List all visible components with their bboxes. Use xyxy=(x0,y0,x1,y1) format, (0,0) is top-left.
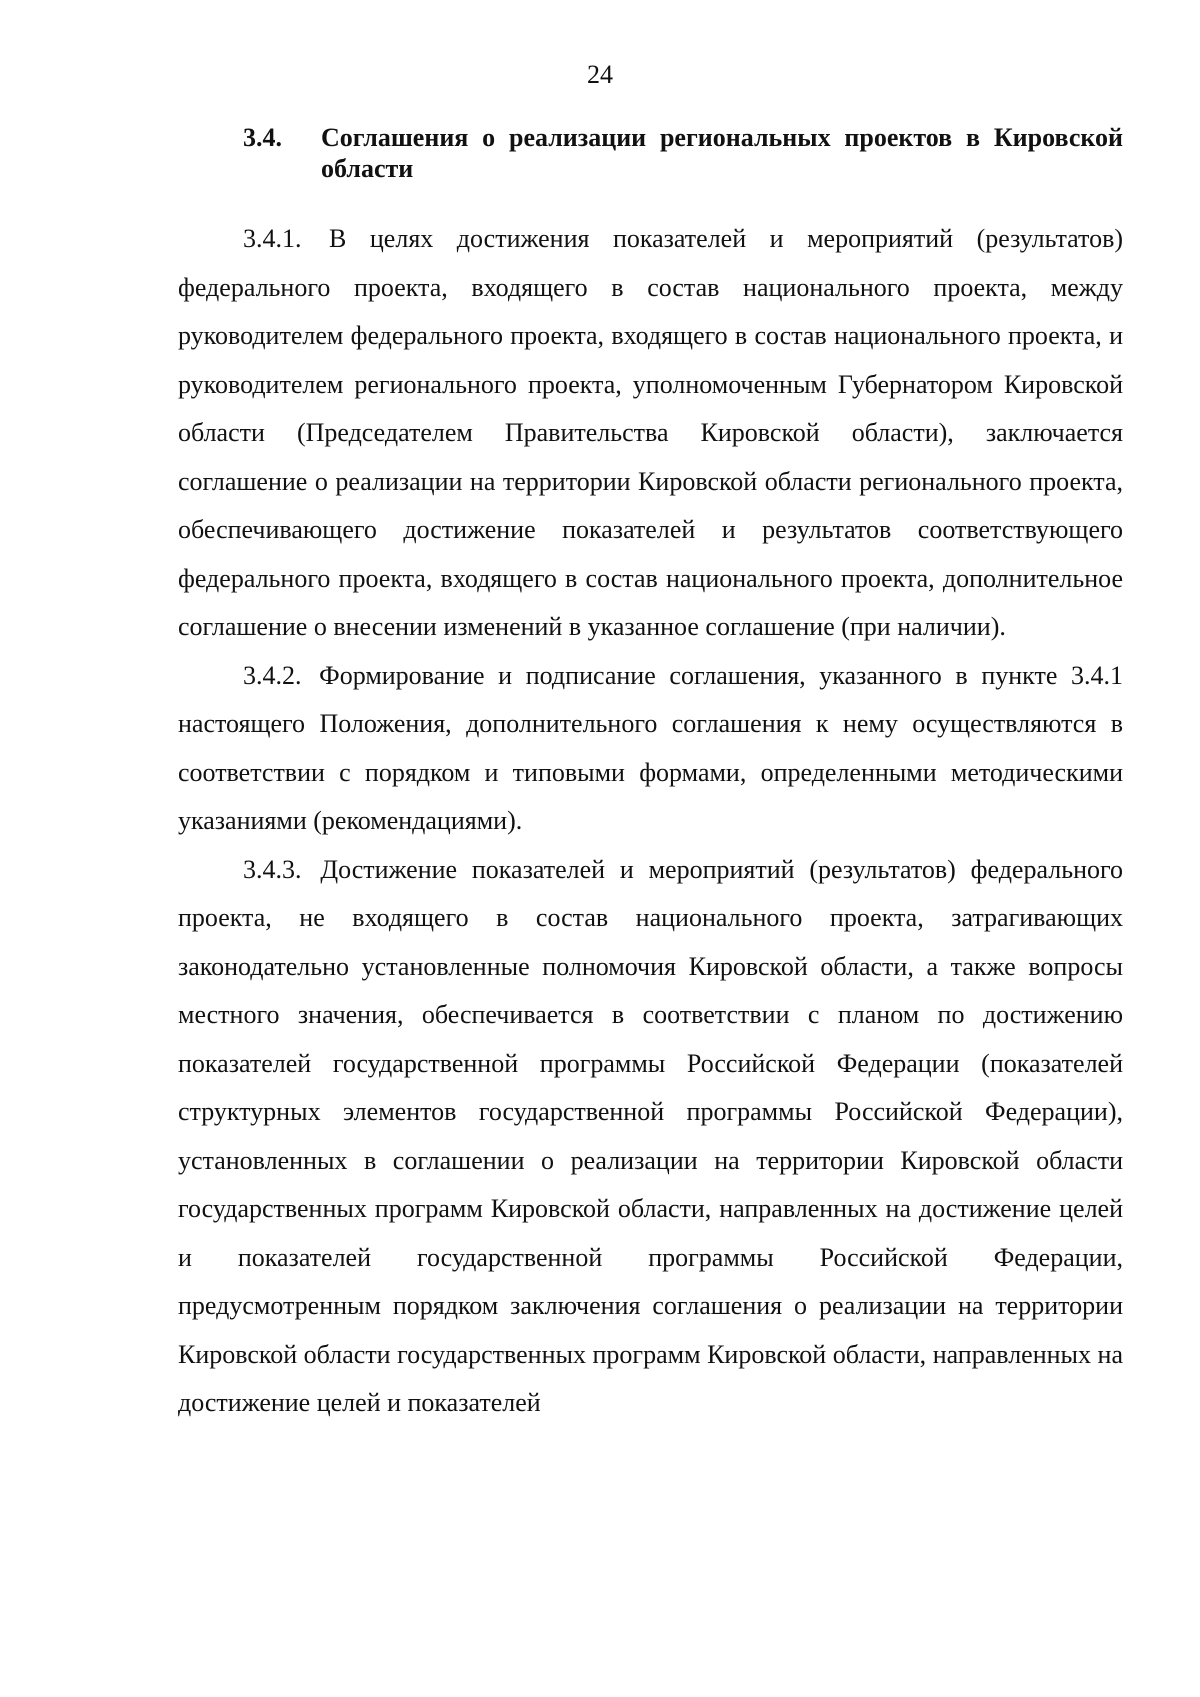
paragraph-number: 3.4.3. xyxy=(243,854,302,884)
paragraph-3-4-1 xyxy=(178,215,1123,652)
paragraph-text: В целях достижения показателей и мероприятий (результатов) федерального проекта, входящего в состав национального проекта, между руководителем федерального проекта, входящего в состав национального проекта, и руководителем регионального проекта, уполномоченным Губернатором Кировской области (Председателем Правительства Кировской области), заключается соглашение о реализации на территории Кировской области регионального проекта, обеспечивающего достижение показателей и результатов соответствующего федерального проекта, входящего в состав национального проекта, дополнительное соглашение о внесении изменений в указанное соглашение (при наличии). xyxy=(178,224,1124,641)
section-title: Соглашения о реализации региональных проектов в Кировской области xyxy=(321,123,1123,183)
document-body xyxy=(178,215,1123,1428)
page-number: 24 xyxy=(587,60,613,89)
paragraph-3-4-3 xyxy=(178,846,1123,1428)
paragraph-text: Достижение показателей и мероприятий (результатов) федерального проекта, не входящего в состав национального проекта, затрагивающих законодательно установленные полномочия Кировской области, а также вопросы местного значения, обеспечивается в соответствии с планом по достижению показателей государственной программы Российской Федерации (показателей структурных элементов государственной программы Российской Федерации), установленных в соглашении о реализации на территории Кировской области государственных программ Кировской области, направленных на достижение целей и показателей государственной программы Российской Федерации, предусмотренным порядком заключения соглашения о реализации на территории Кировской области государственных программ Кировской области, направленных на достижение целей и показателей xyxy=(178,854,1124,1417)
section-number: 3.4. xyxy=(243,123,282,152)
paragraph-number: 3.4.1. xyxy=(243,224,302,253)
paragraph-number: 3.4.2. xyxy=(243,660,302,690)
section-heading xyxy=(243,122,1123,184)
paragraph-text: Формирование и подписание соглашения, указанного в пункте 3.4.1 настоящего Положения, дополнительного соглашения к нему осуществляются в соответствии с порядком и типовыми формами, определенными методическими указаниями (рекомендациями). xyxy=(178,660,1124,835)
paragraph-3-4-2 xyxy=(178,652,1123,846)
